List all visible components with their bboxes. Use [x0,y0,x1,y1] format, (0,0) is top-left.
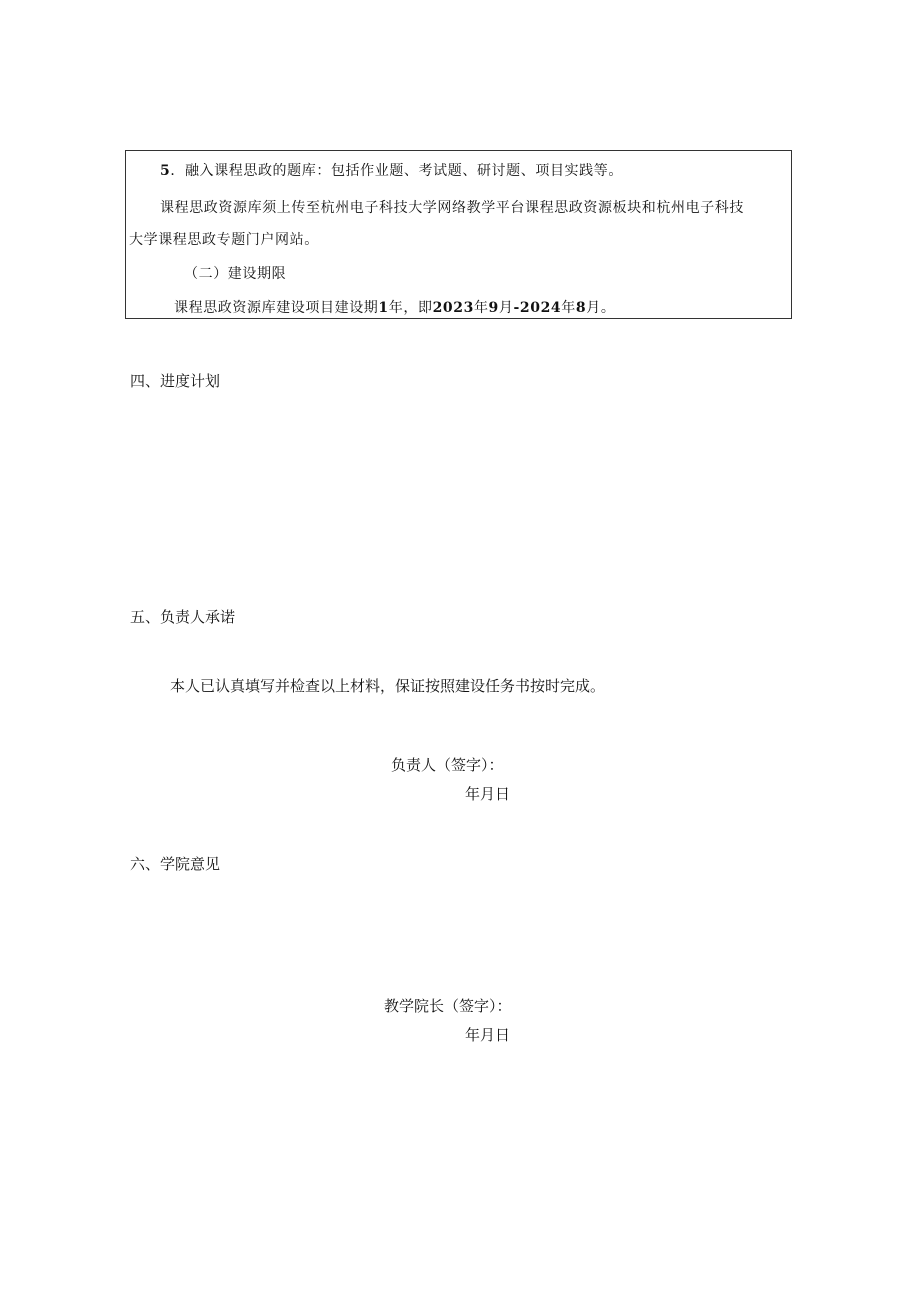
leader-signature-label: 负责人（签字）： [391,756,504,774]
period-text: 年 [473,300,489,316]
dean-signature-label: 教学院长（签字）： [384,997,512,1015]
period-number: -2024 [513,300,562,316]
leader-date-label: 年月日 [465,785,511,803]
period-text: 年 [561,300,576,316]
period-line [174,299,615,317]
period-text: 课程思政资源库建设项目建设期 [174,300,379,316]
period-text: 年，即 [388,300,433,316]
period-text: 月 [498,300,514,316]
item5-text: ．融入课程思政的题库：包括作业题、考试题、研讨题、项目实践等。 [170,163,623,179]
item5-line [160,162,623,180]
content-box [125,150,792,319]
dean-date-label: 年月日 [465,1026,511,1044]
section-4-title: 四、进度计划 [130,372,221,390]
period-number: 9 [488,300,499,316]
item5-number: 5 [160,163,171,179]
upload-line-1: 课程思政资源库须上传至杭州电子科技大学网络教学平台课程思政资源板块和杭州电子科技 [160,200,744,216]
pledge-text: 本人已认真填写并检查以上材料，保证按照建设任务书按时完成。 [170,677,606,695]
upload-line-2: 大学课程思政专题门户网站。 [129,232,319,248]
section-6-title: 六、学院意见 [130,855,221,873]
section-5-title: 五、负责人承诺 [130,608,236,626]
period-number: 1 [378,300,389,316]
period-number: 2023 [432,300,474,316]
period-heading: （二）建设期限 [184,266,287,282]
period-text: 月。 [586,300,616,316]
period-number: 8 [575,300,587,316]
